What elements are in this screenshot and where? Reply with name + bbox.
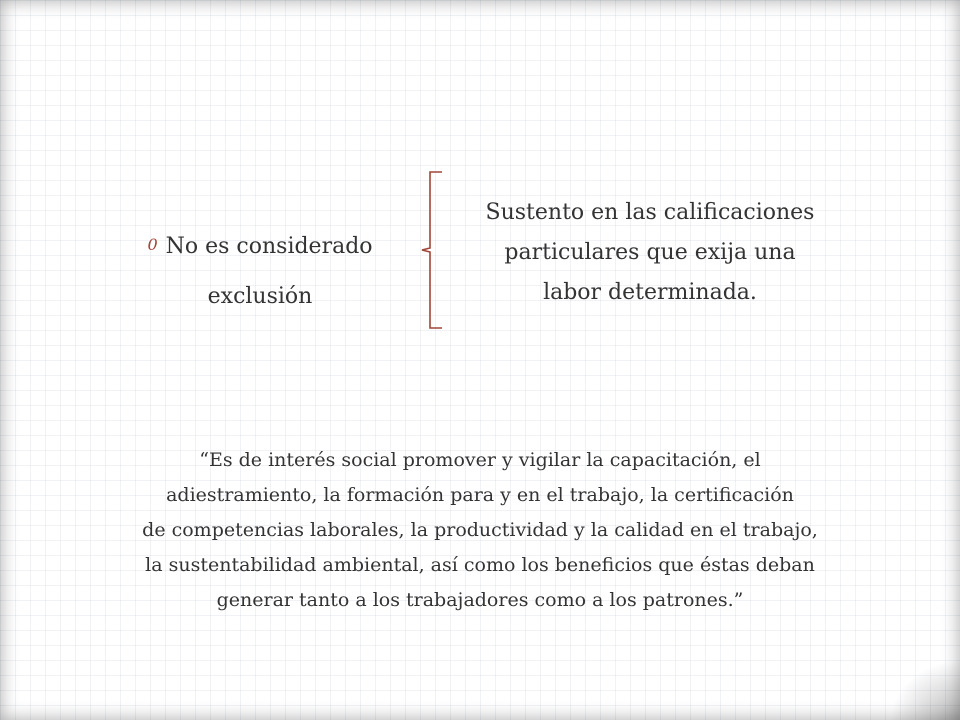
description-line: labor determinada. xyxy=(543,280,757,305)
bullet-item xyxy=(110,220,410,322)
bullet-line-1 xyxy=(110,220,410,272)
description-line: particulares que exija una xyxy=(504,240,796,265)
bullet-marker: 0 xyxy=(147,235,158,254)
brace-path xyxy=(422,172,442,328)
bullet-line-2: exclusión xyxy=(207,284,313,309)
bullet-text-1: No es considerado xyxy=(165,234,373,259)
description-line: Sustento en las calificaciones xyxy=(485,200,815,225)
quote-line: generar tanto a los trabajadores como a los patrones.” xyxy=(216,589,744,611)
quote-line: “Es de interés social promover y vigilar la capacitación, el xyxy=(199,449,761,471)
page-curl-shadow xyxy=(890,660,960,720)
quote-line: adiestramiento, la formación para y en el trabajo, la certificación xyxy=(166,484,794,506)
description-block xyxy=(440,193,860,313)
quote-line: de competencias laborales, la productividad y la calidad en el trabajo, xyxy=(142,519,818,541)
quote-line: la sustentabilidad ambiental, así como los beneficios que éstas deban xyxy=(145,554,815,576)
quote-block xyxy=(20,443,940,618)
